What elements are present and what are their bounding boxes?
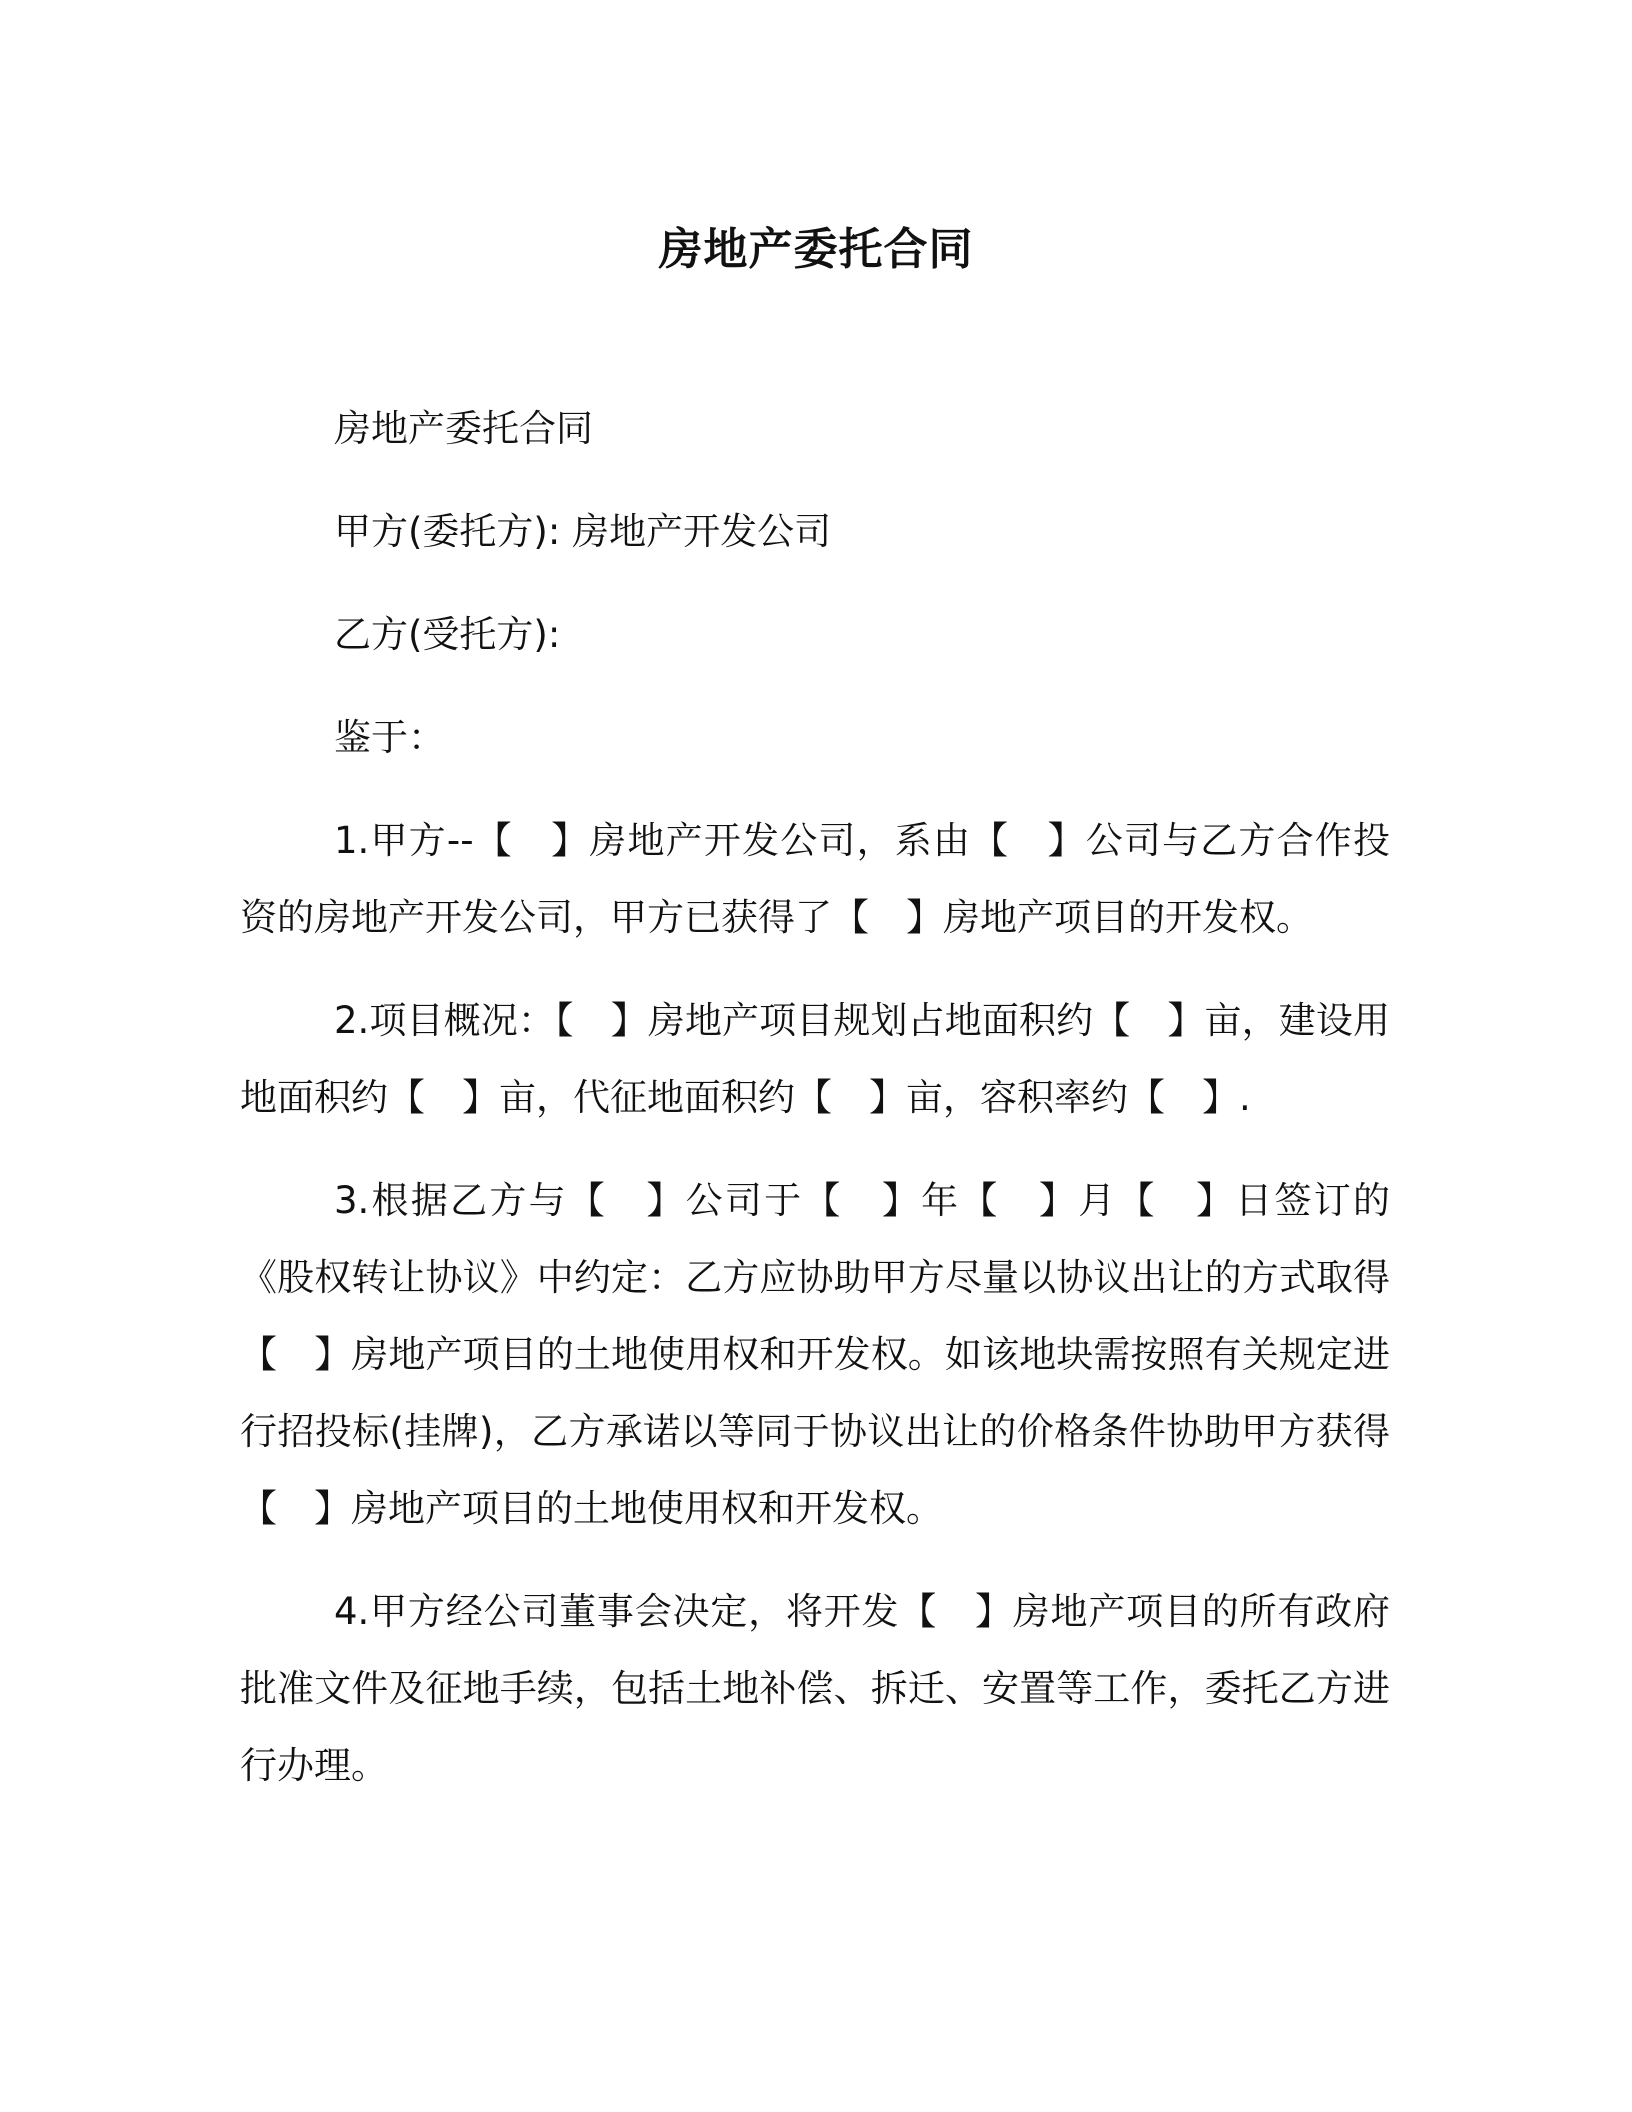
document-title: 房地产委托合同 [658, 224, 974, 275]
clause-1: 1.甲方--【 】房地产开发公司，系由【 】公司与乙方合作投资的房地产开发公司，甲方已获得了【 】房地产项目的开发权。 [240, 819, 1390, 939]
whereas-line: 鉴于： [334, 716, 445, 759]
contract-heading: 房地产委托合同 [334, 407, 593, 450]
clause-4: 4.甲方经公司董事会决定，将开发【 】房地产项目的所有政府批准文件及征地手续，包括土地补偿、拆迁、安置等工作，委托乙方进行办理。 [240, 1590, 1390, 1787]
party-b-line: 乙方(受托方): [334, 613, 561, 656]
clause-3: 3.根据乙方与【 】公司于【 】年【 】月【 】日签订的《股权转让协议》中约定：乙方应协助甲方尽量以协议出让的方式取得【 】房地产项目的土地使用权和开发权。如该地块需按照有关规定进行招投标(挂牌)，乙方承诺以等同于协议出让的价格条件协助甲方获得【 】房地产项目的土地使用权和开发权。 [240, 1179, 1390, 1530]
party-a-line: 甲方(委托方): 房地产开发公司 [334, 510, 832, 553]
clause-2: 2.项目概况：【 】房地产项目规划占地面积约【 】亩，建设用地面积约【 】亩，代征地面积约【 】亩，容积率约【 】. [240, 999, 1390, 1119]
document-body [240, 390, 1390, 1830]
